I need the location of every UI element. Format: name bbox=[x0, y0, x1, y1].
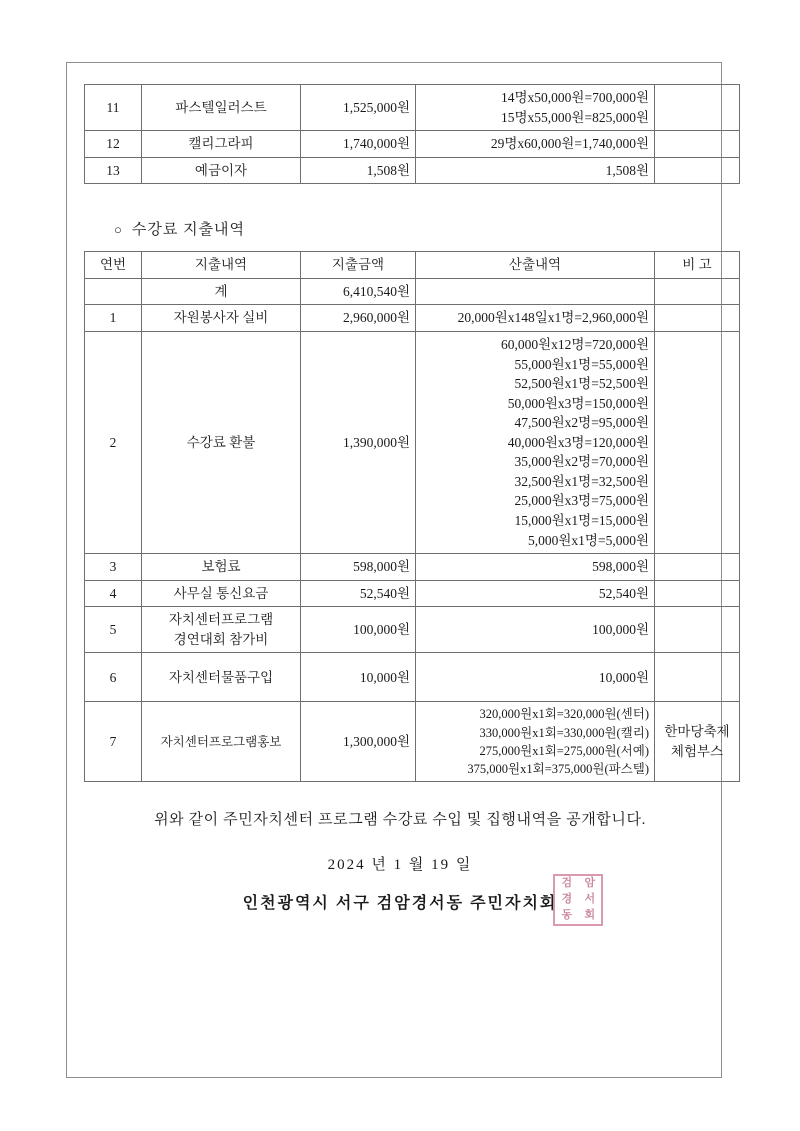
row-item-name: 자치센터프로그램홍보 bbox=[142, 702, 301, 782]
row-number: 13 bbox=[85, 157, 142, 184]
document-body bbox=[84, 84, 730, 922]
closing-block bbox=[84, 808, 716, 922]
row-item-name: 수강료 환불 bbox=[142, 331, 301, 553]
row-item-name: 캘리그라피 bbox=[142, 131, 301, 158]
closing-statement: 위와 같이 주민자치센터 프로그램 수강료 수입 및 집행내역을 공개합니다. bbox=[154, 811, 646, 828]
calc-line: 375,000원x1회=375,000원(파스텔) bbox=[467, 761, 649, 776]
table-row bbox=[85, 85, 740, 131]
calc-line: 25,000원x3명=75,000원 bbox=[514, 493, 649, 509]
seal-char: 경 bbox=[561, 893, 573, 906]
row-remark bbox=[655, 131, 740, 158]
table-row bbox=[85, 580, 740, 607]
row-number: 12 bbox=[85, 131, 142, 158]
calc-line: 40,000원x3명=120,000원 bbox=[507, 434, 649, 450]
row-number: 11 bbox=[85, 85, 142, 131]
row-remark bbox=[655, 580, 740, 607]
expense-table bbox=[84, 251, 740, 782]
calc-line: 35,000원x2명=70,000원 bbox=[514, 454, 649, 470]
calc-line: 15명x55,000원=825,000원 bbox=[501, 109, 649, 125]
calc-line: 320,000원x1회=320,000원(센터) bbox=[479, 707, 649, 722]
row-calculation: 10,000원 bbox=[416, 653, 655, 702]
table-row bbox=[85, 607, 740, 653]
calc-line: 32,500원x1명=32,500원 bbox=[514, 473, 649, 489]
calc-line: 14명x50,000원=700,000원 bbox=[501, 90, 649, 105]
row-amount: 1,740,000원 bbox=[301, 131, 416, 158]
row-amount: 1,508원 bbox=[301, 157, 416, 184]
calc-line: 15,000원x1명=15,000원 bbox=[514, 513, 649, 528]
row-number: 1 bbox=[85, 305, 142, 332]
income-table bbox=[84, 84, 740, 184]
column-header-item: 지출내역 bbox=[142, 252, 301, 279]
table-row bbox=[85, 702, 740, 782]
table-row bbox=[85, 305, 740, 332]
row-calculation bbox=[416, 85, 655, 131]
row-amount: 1,525,000원 bbox=[301, 85, 416, 131]
row-number: 7 bbox=[85, 702, 142, 782]
row-number: 5 bbox=[85, 607, 142, 653]
row-amount: 1,300,000원 bbox=[301, 702, 416, 782]
row-item-name: 파스텔일러스트 bbox=[142, 85, 301, 131]
row-remark bbox=[655, 85, 740, 131]
calc-line: 5,000원x1명=5,000원 bbox=[528, 532, 649, 548]
calc-line: 275,000원x1회=275,000원(서예) bbox=[479, 743, 649, 758]
closing-date: 2024 년 1 월 19 일 bbox=[327, 856, 473, 873]
table-row bbox=[85, 131, 740, 158]
row-calculation: 1,508원 bbox=[416, 157, 655, 184]
row-calculation: 20,000원x148일x1명=2,960,000원 bbox=[416, 305, 655, 332]
row-item-name: 자치센터물품구입 bbox=[142, 653, 301, 702]
row-item-name: 사무실 통신요금 bbox=[142, 580, 301, 607]
row-calculation bbox=[416, 278, 655, 305]
remark-line: 체험부스 bbox=[670, 743, 724, 759]
row-amount: 6,410,540원 bbox=[301, 278, 416, 305]
row-number: 6 bbox=[85, 653, 142, 702]
column-header-no: 연번 bbox=[85, 252, 142, 279]
row-item-name: 자원봉사자 실비 bbox=[142, 305, 301, 332]
row-number bbox=[85, 278, 142, 305]
row-remark bbox=[655, 278, 740, 305]
calc-line: 52,500원x1명=52,500원 bbox=[514, 376, 649, 392]
row-remark bbox=[655, 157, 740, 184]
row-calculation bbox=[416, 702, 655, 782]
circle-bullet-icon: ○ bbox=[114, 222, 123, 238]
row-remark bbox=[655, 653, 740, 702]
row-calculation bbox=[416, 331, 655, 553]
row-calculation: 52,540원 bbox=[416, 580, 655, 607]
row-remark bbox=[655, 305, 740, 332]
row-number: 2 bbox=[85, 331, 142, 553]
calc-line: 55,000원x1명=55,000원 bbox=[514, 356, 649, 372]
table-row bbox=[85, 653, 740, 702]
row-remark bbox=[655, 702, 740, 782]
item-name-line: 자치센터프로그램 bbox=[168, 612, 274, 628]
row-number: 3 bbox=[85, 554, 142, 581]
row-remark bbox=[655, 554, 740, 581]
row-number: 4 bbox=[85, 580, 142, 607]
row-amount: 10,000원 bbox=[301, 653, 416, 702]
section-title: 수강료 지출내역 bbox=[131, 222, 246, 239]
table-row bbox=[85, 554, 740, 581]
table-row bbox=[85, 157, 740, 184]
row-item-name: 예금이자 bbox=[142, 157, 301, 184]
row-item-name: 보험료 bbox=[142, 554, 301, 581]
row-calculation: 29명x60,000원=1,740,000원 bbox=[416, 131, 655, 158]
row-amount: 1,390,000원 bbox=[301, 331, 416, 553]
row-amount: 598,000원 bbox=[301, 554, 416, 581]
seal-char: 서 bbox=[584, 893, 596, 906]
row-amount: 100,000원 bbox=[301, 607, 416, 653]
column-header-calculation: 산출내역 bbox=[416, 252, 655, 279]
seal-char: 암 bbox=[584, 877, 596, 890]
section-heading bbox=[114, 218, 716, 239]
row-calculation: 598,000원 bbox=[416, 554, 655, 581]
row-remark bbox=[655, 607, 740, 653]
table-row bbox=[85, 331, 740, 553]
calc-line: 50,000원x3명=150,000원 bbox=[507, 395, 649, 411]
table-total-row bbox=[85, 278, 740, 305]
column-header-amount: 지출금액 bbox=[301, 252, 416, 279]
table-header-row bbox=[85, 252, 740, 279]
seal-char: 회 bbox=[584, 909, 596, 922]
calc-line: 47,500원x2명=95,000원 bbox=[514, 415, 649, 431]
row-calculation: 100,000원 bbox=[416, 607, 655, 653]
row-amount: 2,960,000원 bbox=[301, 305, 416, 332]
organization-name: 인천광역시 서구 검암경서동 주민자치회 bbox=[242, 894, 558, 912]
row-amount: 52,540원 bbox=[301, 580, 416, 607]
seal-char: 동 bbox=[561, 909, 573, 922]
remark-line: 한마당축제 bbox=[664, 724, 730, 740]
item-name-line: 경연대회 참가비 bbox=[173, 631, 269, 647]
calc-line: 60,000원x12명=720,000원 bbox=[501, 336, 649, 352]
calc-line: 330,000원x1회=330,000원(캘리) bbox=[479, 725, 649, 740]
organization-name-wrapper bbox=[242, 877, 596, 922]
column-header-remark: 비 고 bbox=[655, 252, 740, 279]
seal-char: 검 bbox=[561, 877, 573, 890]
row-item-name: 계 bbox=[142, 278, 301, 305]
row-remark bbox=[655, 331, 740, 553]
official-seal-stamp-icon bbox=[553, 874, 603, 926]
row-item-name bbox=[142, 607, 301, 653]
